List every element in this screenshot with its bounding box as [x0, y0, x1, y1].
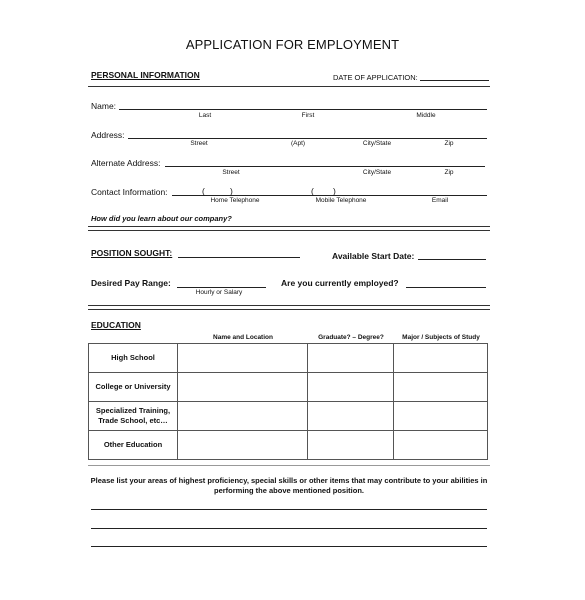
row-label-high-school: High School	[89, 344, 178, 373]
contact-info-field[interactable]	[172, 186, 487, 196]
available-start-date-field[interactable]	[418, 250, 486, 260]
cell-name-location[interactable]	[178, 344, 308, 373]
home-phone-parens: )	[230, 186, 233, 196]
section-divider	[88, 230, 490, 231]
section-divider	[88, 465, 490, 466]
referral-question: How did you learn about our company?	[91, 214, 232, 223]
skills-answer-line[interactable]	[91, 500, 487, 510]
skills-answer-line[interactable]	[91, 519, 487, 529]
currently-employed-label: Are you currently employed?	[281, 278, 399, 288]
cell-name-location[interactable]	[178, 373, 308, 402]
home-phone-parens: (	[202, 186, 205, 196]
alt-address-citystate-caption: City/State	[362, 169, 392, 176]
row-label-other-education: Other Education	[89, 431, 178, 460]
section-divider	[88, 309, 490, 310]
table-row	[89, 373, 488, 402]
cell-name-location[interactable]	[178, 402, 308, 431]
cell-major-subjects[interactable]	[394, 373, 488, 402]
alternate-address-field[interactable]	[165, 157, 485, 167]
available-start-date-label: Available Start Date:	[332, 251, 415, 261]
currently-employed-field[interactable]	[406, 278, 486, 288]
desired-pay-label: Desired Pay Range:	[91, 278, 171, 288]
row-label-college: College or University	[89, 373, 178, 402]
position-sought-label: POSITION SOUGHT:	[91, 248, 173, 258]
form-title: APPLICATION FOR EMPLOYMENT	[185, 37, 400, 52]
cell-major-subjects[interactable]	[394, 344, 488, 373]
col-graduate-degree: Graduate? – Degree?	[318, 334, 384, 341]
desired-pay-field[interactable]	[177, 278, 266, 288]
education-heading: EDUCATION	[91, 320, 141, 330]
name-last-caption: Last	[198, 112, 212, 119]
education-table	[88, 343, 488, 460]
email-caption: Email	[431, 197, 449, 204]
alt-address-zip-caption: Zip	[444, 169, 454, 176]
section-divider	[88, 226, 490, 227]
section-divider	[88, 86, 490, 87]
section-divider	[88, 305, 490, 306]
cell-graduate-degree[interactable]	[308, 431, 394, 460]
skills-answer-line[interactable]	[91, 537, 487, 547]
cell-name-location[interactable]	[178, 431, 308, 460]
table-row	[89, 431, 488, 460]
name-middle-caption: Middle	[416, 112, 436, 119]
cell-graduate-degree[interactable]	[308, 373, 394, 402]
date-of-application-field[interactable]	[420, 72, 489, 81]
col-major-subjects: Major / Subjects of Study	[402, 334, 480, 341]
alternate-address-label: Alternate Address:	[91, 158, 161, 168]
table-row	[89, 402, 488, 431]
row-label-specialized-training: Specialized Training, Trade School, etc…	[89, 402, 178, 431]
address-zip-caption: Zip	[444, 140, 454, 147]
mobile-telephone-caption: Mobile Telephone	[315, 197, 367, 204]
cell-major-subjects[interactable]	[394, 402, 488, 431]
address-street-caption: Street	[190, 140, 208, 147]
address-label: Address:	[91, 130, 125, 140]
address-field[interactable]	[128, 129, 487, 139]
name-first-caption: First	[301, 112, 315, 119]
name-label: Name:	[91, 101, 117, 111]
cell-graduate-degree[interactable]	[308, 402, 394, 431]
address-citystate-caption: City/State	[362, 140, 392, 147]
table-row	[89, 344, 488, 373]
hourly-salary-caption: Hourly or Salary	[195, 289, 243, 296]
skills-prompt: Please list your areas of highest proficiency, special skills or other items that may contribute to your abilities in performing the above mentioned position.	[90, 476, 488, 496]
mobile-phone-parens: )	[333, 186, 336, 196]
personal-info-heading: PERSONAL INFORMATION	[91, 70, 200, 80]
cell-major-subjects[interactable]	[394, 431, 488, 460]
address-apt-caption: (Apt)	[290, 140, 306, 147]
home-telephone-caption: Home Telephone	[210, 197, 260, 204]
mobile-phone-parens: (	[311, 186, 314, 196]
name-field[interactable]	[119, 100, 487, 110]
position-sought-field[interactable]	[178, 248, 300, 258]
contact-info-label: Contact Information:	[91, 187, 168, 197]
alt-address-street-caption: Street	[222, 169, 240, 176]
cell-graduate-degree[interactable]	[308, 344, 394, 373]
col-name-location: Name and Location	[213, 334, 273, 341]
date-of-application-label: DATE OF APPLICATION:	[333, 73, 418, 82]
